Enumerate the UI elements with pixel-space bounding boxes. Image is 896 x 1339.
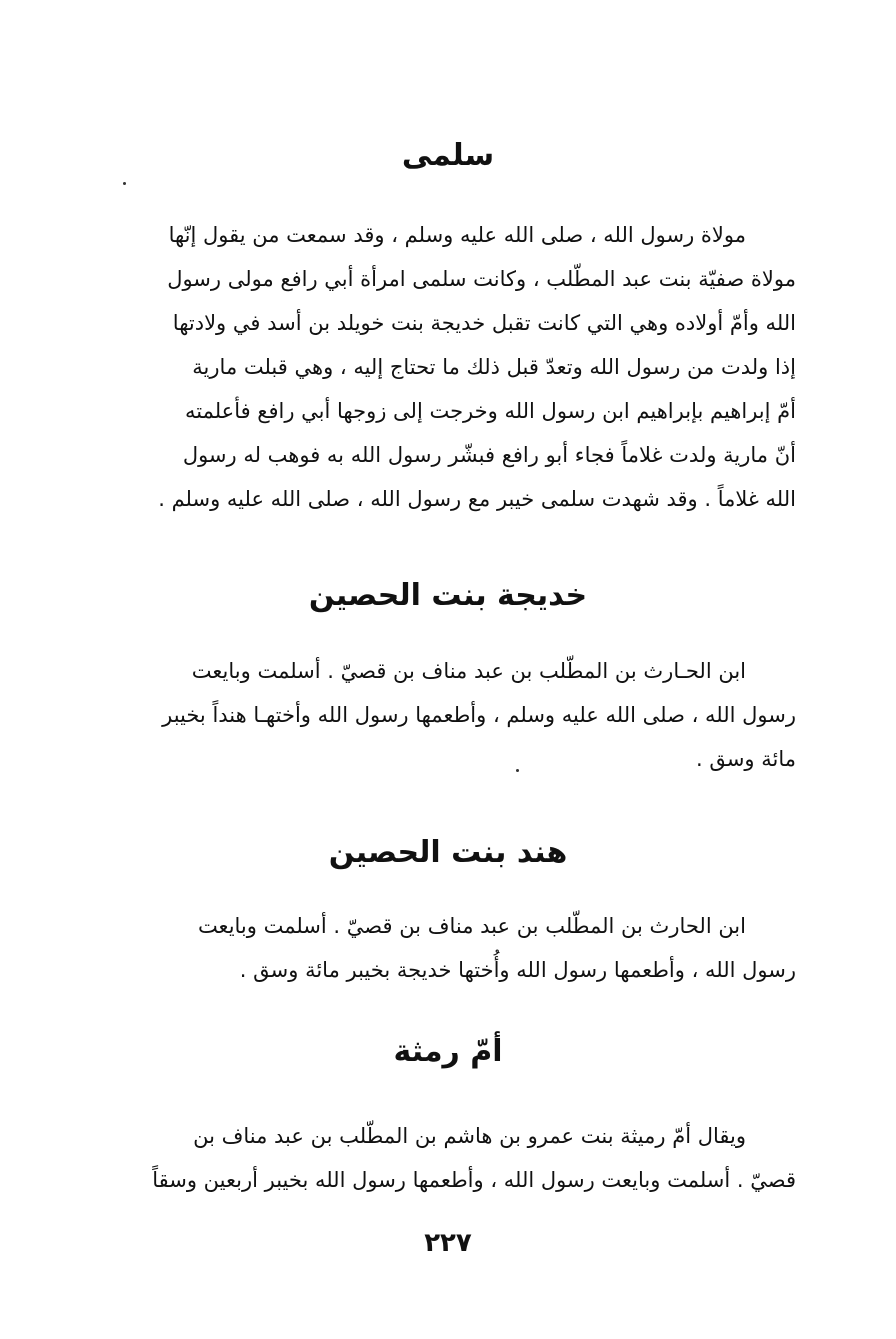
page-number: ٢٢٧ <box>424 1228 472 1258</box>
text-line: مولاة رسول الله ، صلى الله عليه وسلم ، وقد سمعت من يقول إنّها <box>168 223 746 247</box>
text-line: ابن الحارث بن المطّلب بن عبد مناف بن قصيّ . أسلمت وبايعت <box>197 914 746 938</box>
section-heading-hind: هند بنت الحصين <box>328 835 568 870</box>
text-line: أنّ مارية ولدت غلاماً فجاء أبو رافع فبشّر رسول الله به فوهب له رسول <box>182 443 796 467</box>
text-line: أمّ إبراهيم بإبراهيم ابن رسول الله وخرجت إلى زوجها أبي رافع فأعلمته <box>184 399 796 423</box>
scan-speck <box>123 182 126 185</box>
text-line: ابن الحـارث بن المطّلب بن عبد مناف بن قصيّ . أسلمت وبايعت <box>191 659 746 683</box>
text-line: إذا ولدت من رسول الله وتعدّ قبل ذلك ما تحتاج إليه ، وهي قبلت مارية <box>192 355 796 379</box>
text-line: ويقال أمّ رميثة بنت عمرو بن هاشم بن المطّلب بن عبد مناف بن <box>193 1124 746 1148</box>
section-body-salma <box>100 213 796 521</box>
section-body-umm-rimtha <box>100 1114 796 1202</box>
section-heading-khadija: خديجة بنت الحصين <box>308 578 588 613</box>
text-line: مولاة صفيّة بنت عبد المطّلب ، وكانت سلمى امرأة أبي رافع مولى رسول <box>167 267 796 291</box>
text-line: الله وأمّ أولاده وهي التي كانت تقبل خديجة بنت خويلد بن أسد في ولادتها <box>172 311 796 335</box>
scan-speck <box>516 769 519 772</box>
text-line: قصيّ . أسلمت وبايعت رسول الله ، وأطعمها رسول الله بخيبر أربعين وسقاً <box>152 1168 796 1192</box>
text-line: رسول الله ، صلى الله عليه وسلم ، وأطعمها رسول الله وأختهـا هنداً بخيبر <box>162 703 796 727</box>
section-body-khadija <box>100 649 796 781</box>
section-heading-salma: سلمى <box>401 138 495 173</box>
text-line: رسول الله ، وأطعمها رسول الله وأُختها خديجة بخيبر مائة وسق . <box>239 958 796 982</box>
section-heading-umm-rimtha: أمّ رمثة <box>393 1034 503 1069</box>
text-line: الله غلاماً . وقد شهدت سلمى خيبر مع رسول الله ، صلى الله عليه وسلم . <box>158 487 796 511</box>
text-line: مائة وسق . <box>695 747 796 771</box>
section-body-hind <box>100 904 796 992</box>
